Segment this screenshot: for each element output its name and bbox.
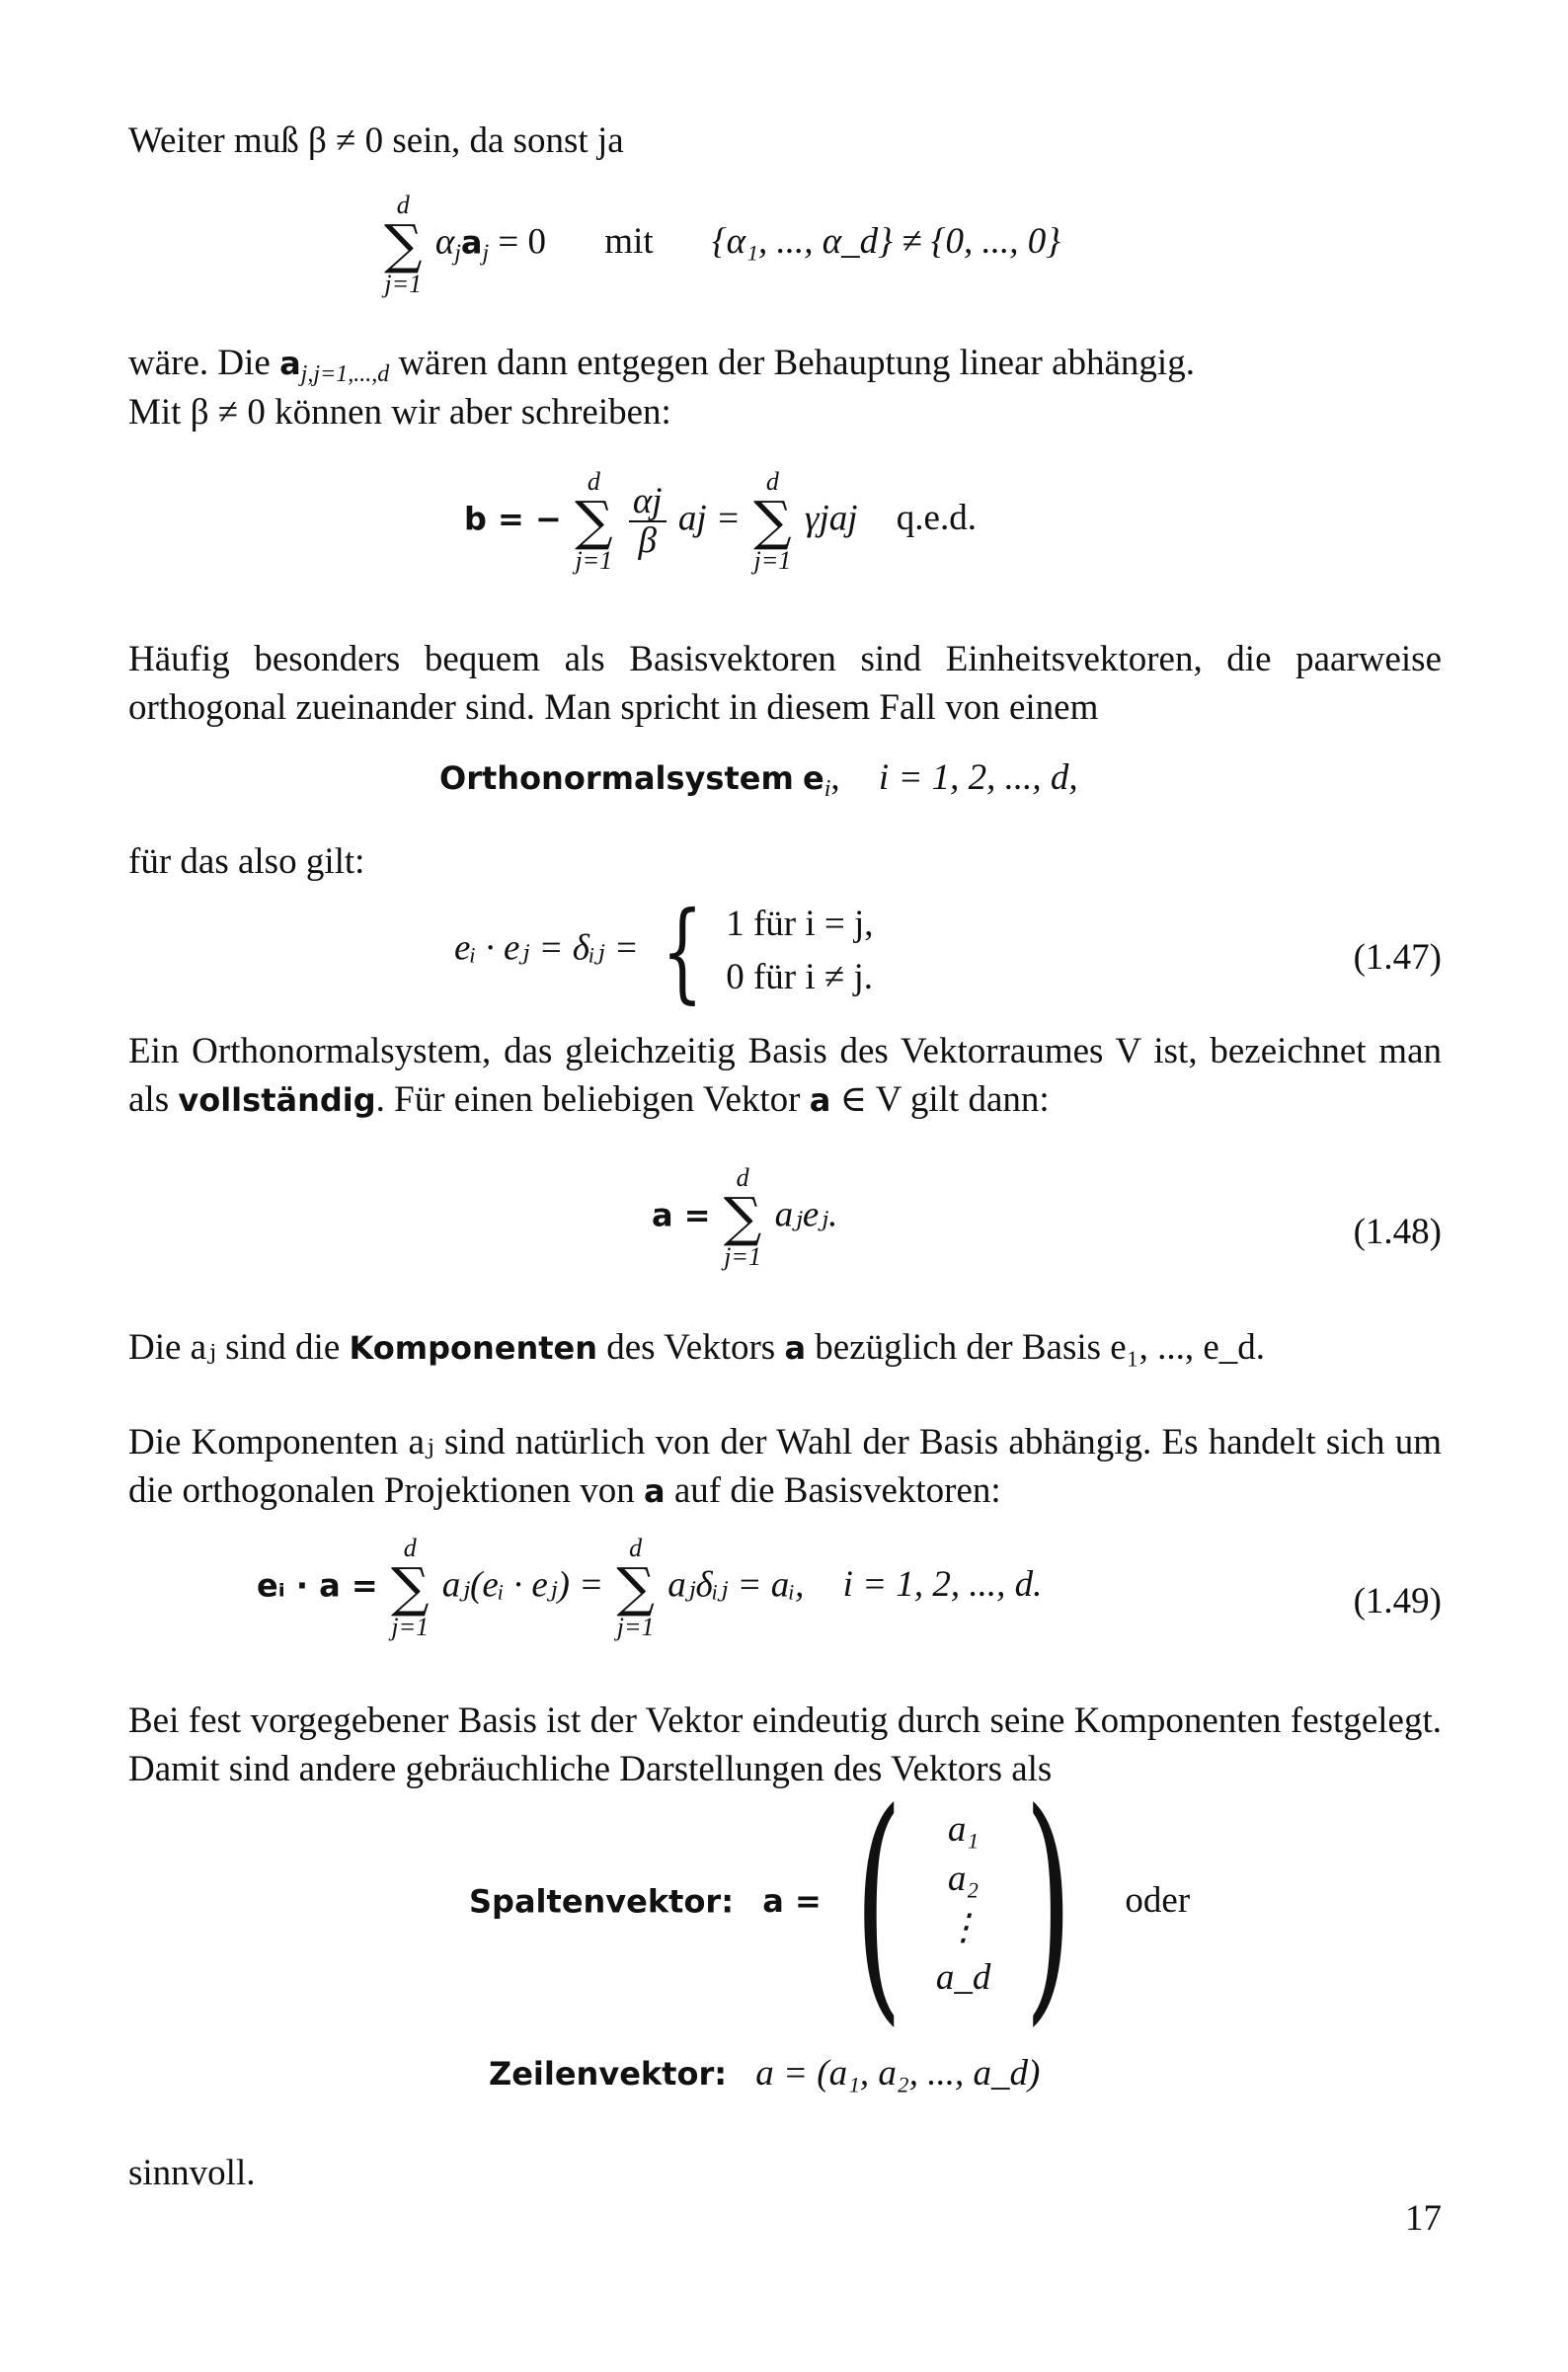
row-vector: Zeilenvektor: a = (a₁, a₂, ..., a_d): [489, 2053, 1041, 2094]
equation-number-1-48: (1.48): [1353, 1212, 1442, 1252]
orthonormal-system-line: Orthonormalsystem $e_i$, i = 1, 2, ..., d,: [439, 757, 1078, 802]
paragraph-8: Bei fest vorgegebener Basis ist der Vektor eindeutig durch seine Komponenten festgelegt. Damit sind andere gebräuchliche Darstellungen des Vektors als: [128, 1700, 1442, 1789]
page-number: 17: [1405, 2198, 1442, 2239]
sum-symbol: d ∑ j=1: [575, 467, 613, 575]
sum-symbol: d ∑ j=1: [753, 467, 792, 575]
paragraph-4: für das also gilt:: [128, 841, 365, 882]
equation-1-49: eᵢ · a = d ∑ j=1 aⱼ(eᵢ · eⱼ) = d ∑ j=1 aⱼδᵢⱼ = aᵢ, i = 1, 2, ..., d.: [257, 1534, 1043, 1641]
equation-number-1-47: (1.47): [1353, 937, 1442, 978]
paragraph-2: wäre. Die $a_{j,j=1,...,d}$ wären dann entgegen der Behauptung linear abhängig. Mit β ≠ 0 können wir aber schreiben:: [128, 343, 1195, 433]
sum-symbol: d ∑ j=1: [616, 1534, 655, 1641]
paragraph-5: Ein Orthonormalsystem, das gleichzeitig Basis des Vektorraumes V ist, bezeichnet man als vollständig. Für einen beliebigen Vektor a ∈ V gilt dann:: [128, 1031, 1442, 1120]
paragraph-7: Die Komponenten aⱼ sind natürlich von der Wahl der Basis abhängig. Es handelt sich um die orthogonalen Projektionen von a auf die Basisvektoren:: [128, 1422, 1442, 1511]
paragraph-3: Häufig besonders bequem als Basisvektoren sind Einheitsvektoren, die paarweise orthogonal zueinander sind. Man spricht in diesem Fall von einem: [128, 639, 1442, 728]
fraction: $\frac{\alpha j}{\beta}$: [629, 483, 666, 560]
sum-symbol: d ∑ j=1: [723, 1163, 762, 1271]
equation-1-47: eᵢ · eⱼ = δᵢⱼ = { 1 für i = j, 0 für i ≠ j.: [454, 888, 874, 1014]
paragraph-1: Weiter muß β ≠ 0 sein, da sonst ja: [128, 120, 624, 161]
vector-entries: a₁ a₂ ⋮ a_d: [935, 1809, 991, 1998]
equation-1-48: a = d ∑ j=1 aⱼeⱼ.: [652, 1163, 838, 1271]
cases: 1 für i = j, 0 für i ≠ j.: [726, 904, 874, 997]
column-vector: Spaltenvektor: a = ( a₁ a₂ ⋮ a_d ) oder: [469, 1760, 1191, 2047]
equation-number-1-49: (1.49): [1353, 1581, 1442, 1621]
paragraph-6: Die aⱼ sind die Komponenten des Vektors a bezüglich der Basis e₁, ..., e_d.: [128, 1327, 1266, 1368]
sum-symbol: d ∑ j=1: [390, 1534, 430, 1641]
equation-b: b = − d ∑ j=1 $\frac{\alpha j}{\beta}$ aj = d ∑ j=1 γjaj q.e.d.: [464, 467, 977, 575]
equation-sum-zero: d ∑ j=1 $\alpha_ja_j = 0$ mit {α₁, ..., α_d} ≠ {0, ..., 0}: [384, 191, 1061, 298]
paragraph-9: sinnvoll.: [128, 2153, 256, 2193]
sum-symbol: d ∑ j=1: [384, 191, 423, 298]
